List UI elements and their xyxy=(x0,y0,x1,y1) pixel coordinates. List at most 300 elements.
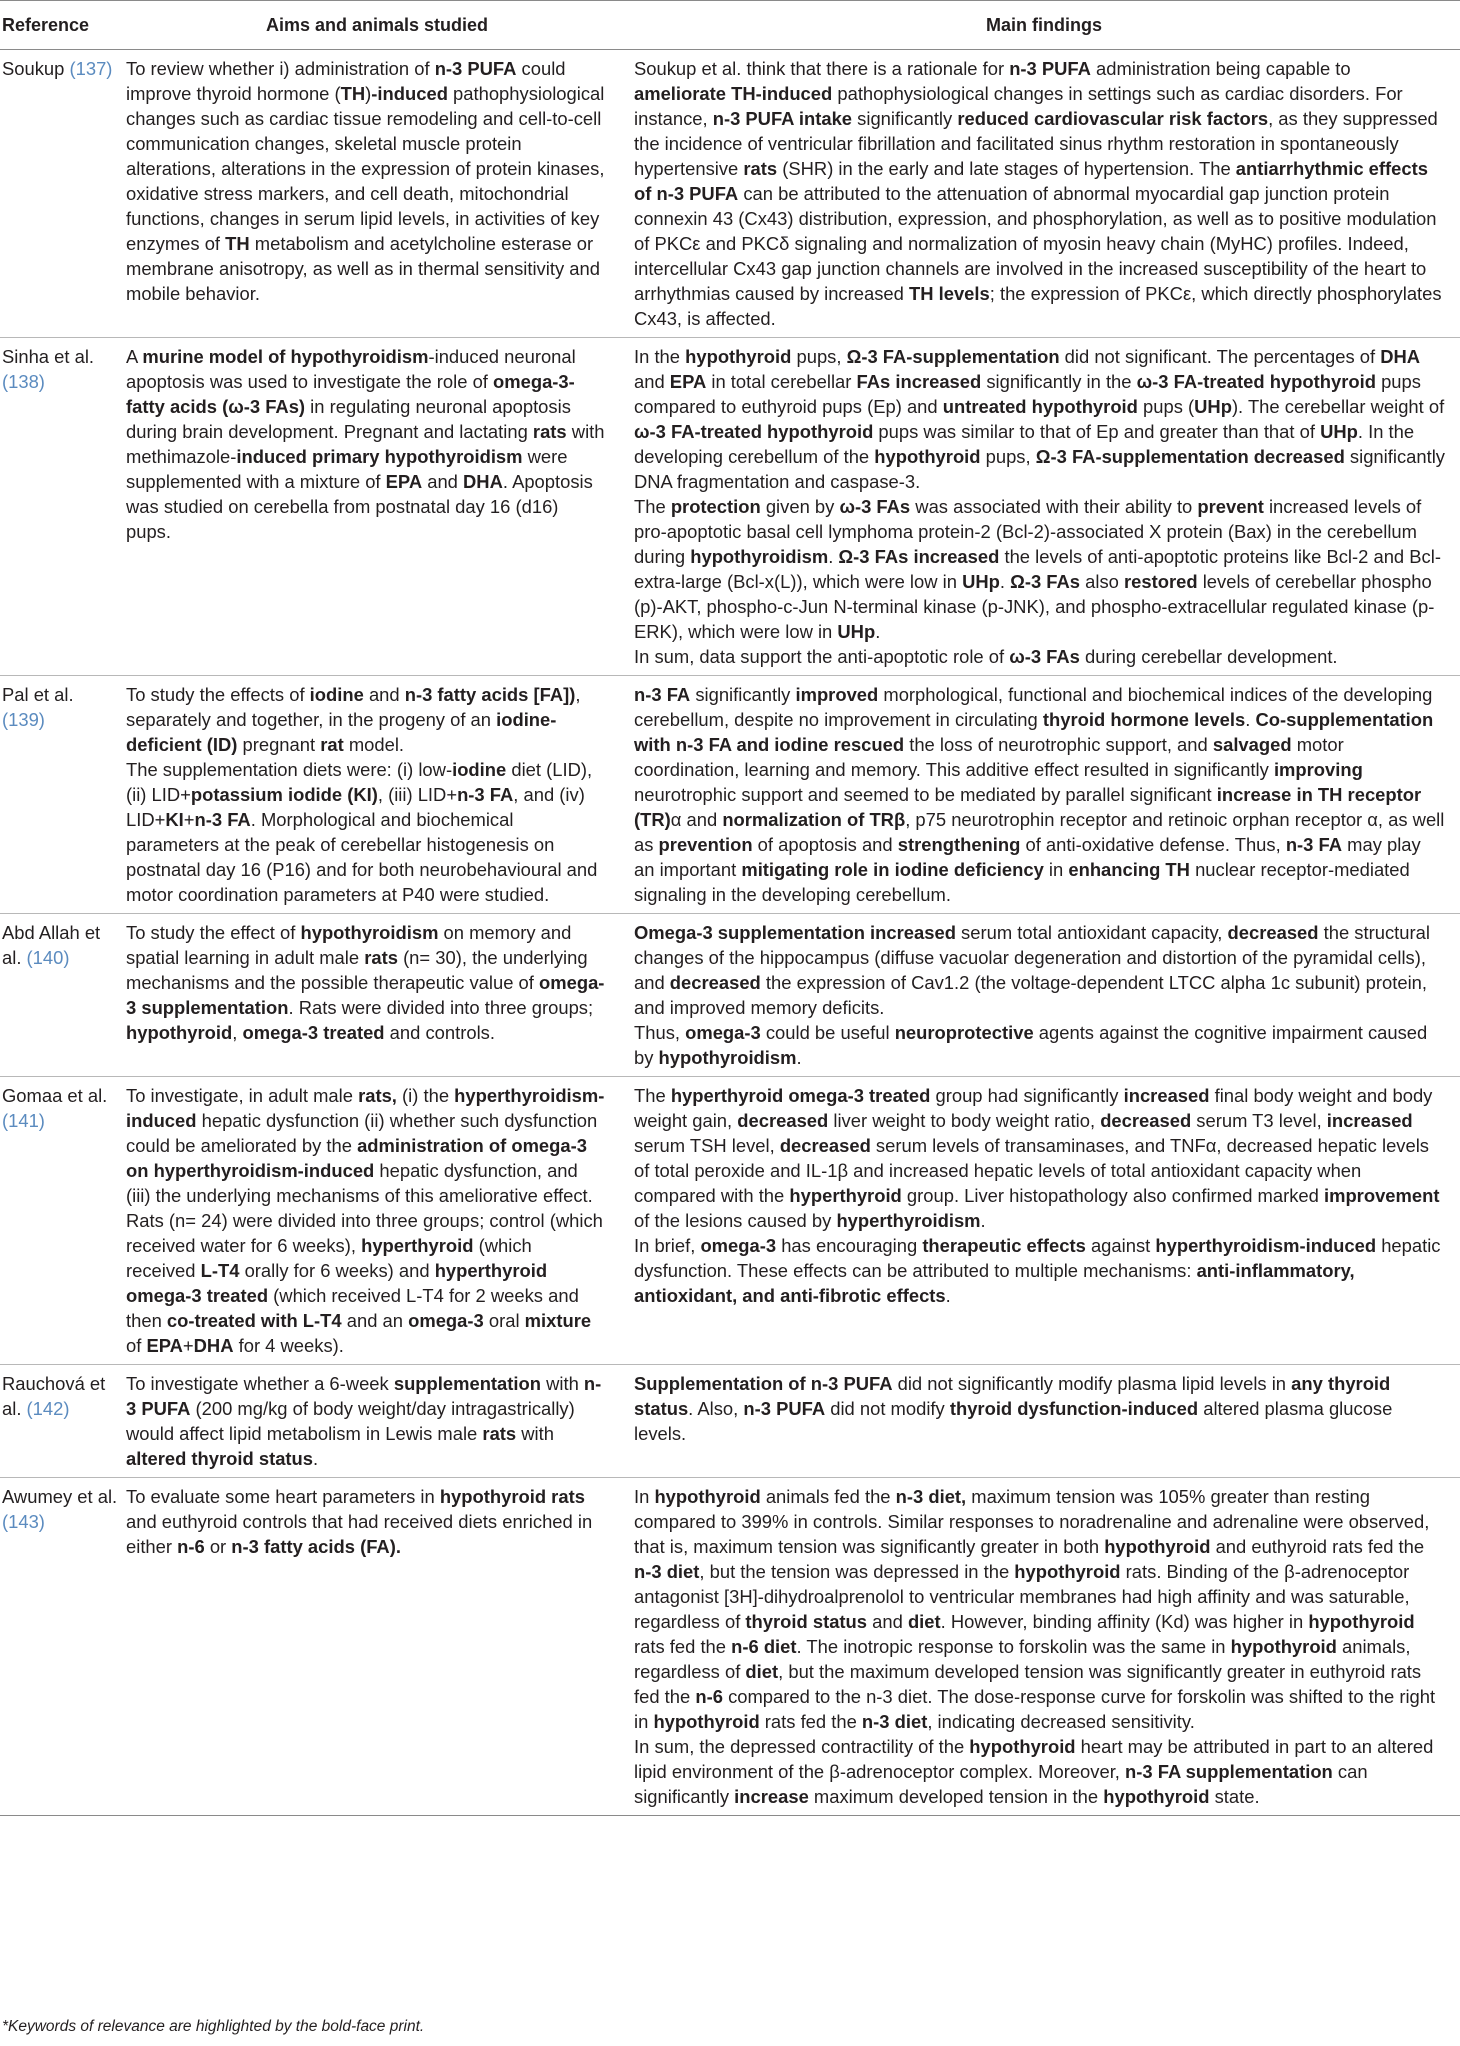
keyword: hyperthyroidism-induced xyxy=(1155,1235,1377,1256)
keyword: hyperthyroidism xyxy=(836,1210,981,1231)
keyword: hypothyroid xyxy=(874,446,981,467)
keyword: hypothyroid rats xyxy=(439,1486,585,1507)
text-run: + xyxy=(183,809,195,830)
reference-author: Awumey et al. xyxy=(2,1486,118,1507)
text-run: in total cerebellar xyxy=(706,371,857,392)
keyword: KI xyxy=(165,809,184,830)
keyword: Ω-3 FAs increased xyxy=(838,546,1000,567)
text-run: compared to the n-3 diet. The dose-response curve for forskolin was shifted to the right in xyxy=(634,1686,1436,1732)
text-run: (which received L-T4 for 2 weeks and then xyxy=(126,1285,579,1331)
text-run: of apoptosis and xyxy=(752,834,898,855)
text-run: . xyxy=(828,546,839,567)
keyword: DHA xyxy=(193,1335,234,1356)
findings-paragraph xyxy=(634,1083,1446,1233)
keyword: L-T4 xyxy=(200,1260,240,1281)
text-run: A xyxy=(126,346,143,367)
keyword: hyperthyroid xyxy=(789,1185,902,1206)
text-run: rats. Binding of the β-adrenoceptor antagonist [3H]-dihydroalprenolol to ventricular membranes had high affinity and was saturable, regardless of xyxy=(634,1561,1410,1632)
keyword: thyroid status xyxy=(745,1611,868,1632)
keyword: omega-3 treated xyxy=(242,1022,385,1043)
text-run: significantly in the xyxy=(981,371,1137,392)
citation-link[interactable]: (138) xyxy=(2,371,45,392)
findings-paragraph xyxy=(634,1484,1446,1734)
keyword: TH xyxy=(225,233,250,254)
keyword: omega-3 xyxy=(408,1310,484,1331)
keyword: n-3 diet xyxy=(861,1711,928,1732)
text-run: maximum developed tension in the xyxy=(808,1786,1104,1807)
keyword: hypothyroid xyxy=(1308,1611,1415,1632)
keyword: prevent xyxy=(1197,496,1264,517)
keyword: ω-3 FA-treated hypothyroid xyxy=(1136,371,1376,392)
keyword: mitigating role in iodine deficiency xyxy=(741,859,1044,880)
text-run: , but the tension was depressed in the xyxy=(699,1561,1015,1582)
text-run: serum total antioxidant capacity, xyxy=(955,922,1228,943)
text-run: and xyxy=(634,371,670,392)
aims-cell xyxy=(126,914,634,1077)
text-run: diet (LID), (ii) LID+ xyxy=(126,759,593,805)
findings-cell xyxy=(634,1478,1460,1816)
keyword: increased xyxy=(1326,1110,1413,1131)
text-run: can significantly xyxy=(634,1761,1368,1807)
keyword: hypothyroid xyxy=(1014,1561,1121,1582)
keyword: decreased xyxy=(669,972,761,993)
findings-paragraph xyxy=(634,920,1446,1020)
keyword: n-3 PUFA xyxy=(1009,58,1091,79)
text-run: and xyxy=(867,1611,908,1632)
text-run: ; the expression of PKCε, which directly phosphorylates Cx43, is affected. xyxy=(634,283,1442,329)
text-run: (200 mg/kg of body weight/day intragastrically) would affect lipid metabolism in Lewis male xyxy=(126,1398,575,1444)
keyword: hypothyroid xyxy=(653,1711,760,1732)
keyword: hyperthyroidism-induced xyxy=(126,1085,605,1131)
keyword: Omega-3 supplementation increased xyxy=(634,922,956,943)
reference-author: Abd Allah et al. xyxy=(2,922,101,968)
text-run: can be attributed to the attenuation of abnormal myocardial gap junction protein connexin 43 (Cx43) distribution, expression, and phosphorylation, as well as to positive modulation of PKCε and PKCδ signaling and normalization of myosin heavy chain (MyHC) profiles. Indeed, intercellular Cx43 gap junction channels are involved in the increased susceptibility of the heart to arrhythmias caused by increased xyxy=(634,183,1437,304)
text-run: pups ( xyxy=(1137,396,1195,417)
table-footnote: *Keywords of relevance are highlighted by the bold-face print. xyxy=(2,2018,425,2035)
text-run: In the xyxy=(634,346,686,367)
keyword: EPA xyxy=(146,1335,183,1356)
text-run: In sum, data support the anti-apoptotic role of xyxy=(634,646,1010,667)
text-run: . xyxy=(980,1210,986,1231)
keyword: TH levels xyxy=(908,283,990,304)
text-run: state. xyxy=(1209,1786,1260,1807)
text-run: hepatic dysfunction, and (iii) the underlying mechanisms of this ameliorative effect. Rats (n= 24) were divided into three groups; control (which received water for 6 weeks), xyxy=(126,1160,603,1256)
keyword: UHp xyxy=(1194,396,1232,417)
text-run: significantly DNA fragmentation and caspase-3. xyxy=(634,446,1445,492)
keyword: hypothyroid xyxy=(1103,1786,1210,1807)
keyword: decreased xyxy=(1100,1110,1192,1131)
text-run: with xyxy=(540,1373,584,1394)
text-run: on memory and spatial learning in adult male xyxy=(126,922,572,968)
keyword: prevention xyxy=(658,834,753,855)
keyword: improving xyxy=(1273,759,1363,780)
keyword: n-3 FA xyxy=(1285,834,1343,855)
keyword: salvaged xyxy=(1212,734,1292,755)
keyword: n-3 fatty acids (FA). xyxy=(231,1536,401,1557)
keyword: ameliorate TH-induced xyxy=(634,83,833,104)
text-run: the expression of Cav1.2 (the voltage-dependent LTCC alpha 1c subunit) protein, and improved memory deficits. xyxy=(634,972,1428,1018)
keyword: ω-3 FAs xyxy=(839,496,911,517)
text-run: the structural changes of the hippocampus (diffuse vacuolar degeneration and distortion of the pyramidal cells), and xyxy=(634,922,1430,993)
keyword: rat xyxy=(320,734,344,755)
findings-cell xyxy=(634,676,1460,914)
text-run: and controls. xyxy=(384,1022,495,1043)
keyword: protection xyxy=(670,496,761,517)
keyword: restored xyxy=(1124,571,1198,592)
text-run: or xyxy=(204,1536,232,1557)
keyword: n-3 PUFA xyxy=(126,1373,602,1419)
citation-link[interactable]: (141) xyxy=(2,1110,45,1131)
header-reference: Reference xyxy=(0,1,126,50)
header-aims: Aims and animals studied xyxy=(126,1,634,50)
keyword: hypothyroid xyxy=(1104,1536,1211,1557)
text-run: significantly xyxy=(690,684,796,705)
aims-paragraph xyxy=(126,1083,606,1358)
text-run: increased levels of pro-apoptotic basal cell lymphoma protein-2 (Bcl-2)-associated X protein (Bax) in the cerebellum during xyxy=(634,496,1422,567)
keyword: therapeutic effects xyxy=(922,1235,1086,1256)
findings-cell xyxy=(634,50,1460,338)
text-run: group had significantly xyxy=(930,1085,1124,1106)
keyword: DHA xyxy=(463,471,503,492)
text-run: and euthyroid controls that had received diets enriched in either xyxy=(126,1511,593,1557)
keyword: hypothyroid xyxy=(654,1486,761,1507)
text-run: serum T3 level, xyxy=(1191,1110,1327,1131)
text-run: with xyxy=(516,1423,554,1444)
text-run: (which received xyxy=(126,1235,532,1281)
text-run: To study the effects of xyxy=(126,684,310,705)
text-run: The supplementation diets were: (i) low- xyxy=(126,759,453,780)
keyword: antiarrhythmic effects of n-3 PUFA xyxy=(634,158,1428,204)
keyword: Ω-3 FA-supplementation xyxy=(846,346,1060,367)
keyword: n-6 diet xyxy=(731,1636,797,1657)
text-run: , as they suppressed the incidence of ventricular fibrillation and facilitated sinus rhythm restoration in spontaneously hypertensive xyxy=(634,108,1438,179)
keyword: administration of omega-3 on hyperthyroidism-induced xyxy=(126,1135,587,1181)
keyword: Ω-3 FAs xyxy=(1010,571,1081,592)
text-run: and an xyxy=(341,1310,409,1331)
keyword: hyperthyroid xyxy=(361,1235,474,1256)
text-run: . Apoptosis was studied on cerebella from postnatal day 16 (d16) pups. xyxy=(126,471,593,542)
keyword: TH xyxy=(340,83,366,104)
keyword: n-3 FA xyxy=(634,684,691,705)
text-run: in xyxy=(1043,859,1069,880)
findings-cell xyxy=(634,338,1460,676)
text-run: . xyxy=(313,1448,319,1469)
keyword: rats xyxy=(364,947,398,968)
reference-cell xyxy=(0,1365,126,1478)
keyword: iodine xyxy=(309,684,364,705)
reference-author: Pal et al. xyxy=(2,684,74,705)
keyword: increase xyxy=(734,1786,809,1807)
keyword: ω-3 FA-treated hypothyroid xyxy=(634,421,874,442)
aims-cell xyxy=(126,50,634,338)
table-row xyxy=(0,338,1460,676)
text-run: , and (iv) LID+ xyxy=(126,784,585,830)
keyword: co-treated with L-T4 xyxy=(166,1310,342,1331)
keyword: FAs increased xyxy=(856,371,982,392)
keyword: increased xyxy=(1123,1085,1210,1106)
citation-link[interactable]: (140) xyxy=(26,947,70,968)
text-run: altered plasma glucose levels. xyxy=(634,1398,1393,1444)
keyword: -induced xyxy=(371,83,448,104)
keyword: reduced cardiovascular risk factors xyxy=(957,108,1269,129)
keyword: hypothyroidism xyxy=(690,546,829,567)
text-run: animals fed the xyxy=(760,1486,896,1507)
text-run: in regulating neuronal apoptosis during brain development. Pregnant and lactating xyxy=(126,396,571,442)
aims-cell xyxy=(126,338,634,676)
text-run: . xyxy=(875,621,881,642)
text-run: Soukup et al. think that there is a rationale for xyxy=(634,58,1010,79)
text-run: ) xyxy=(365,83,372,104)
keyword: enhancing TH xyxy=(1068,859,1190,880)
text-run: (n= 30), the underlying mechanisms and the possible therapeutic value of xyxy=(126,947,588,993)
keyword: Co-supplementation with n-3 FA and iodine rescued xyxy=(634,709,1434,755)
text-run: . However, binding affinity (Kd) was higher in xyxy=(940,1611,1309,1632)
keyword: n-3 fatty acids [FA]) xyxy=(404,684,576,705)
keyword: hypothyroid xyxy=(1230,1636,1337,1657)
text-run: and xyxy=(363,684,405,705)
text-run: To study the effect of xyxy=(126,922,301,943)
keyword: rats xyxy=(532,421,567,442)
text-run: -induced neuronal apoptosis was used to investigate the role of xyxy=(126,346,576,392)
keyword: n-3 FA xyxy=(457,784,514,805)
keyword: normalization of TRβ xyxy=(722,809,906,830)
reference-author: Soukup xyxy=(2,58,70,79)
aims-cell xyxy=(126,1077,634,1365)
keyword: EPA xyxy=(385,471,423,492)
keyword: n-3 PUFA xyxy=(434,58,517,79)
text-run: did not modify xyxy=(825,1398,950,1419)
keyword: iodine xyxy=(452,759,507,780)
text-run: could improve thyroid hormone ( xyxy=(126,58,566,104)
reference-author: Rauchová et al. xyxy=(2,1373,106,1419)
citation-link[interactable]: (139) xyxy=(2,709,45,730)
aims-paragraph xyxy=(126,757,606,907)
aims-paragraph xyxy=(126,1371,606,1471)
text-run: , indicating decreased sensitivity. xyxy=(927,1711,1195,1732)
text-run: , separately and together, in the progeny of an xyxy=(126,684,581,730)
text-run: neurotrophic support and seemed to be mediated by parallel significant xyxy=(634,784,1217,805)
text-run: was associated with their ability to xyxy=(910,496,1198,517)
text-run: α and xyxy=(670,809,723,830)
text-run: pathophysiological changes such as cardiac tissue remodeling and cell-to-cell communication changes, skeletal muscle protein alterations, alterations in the expression of protein kinases, oxidative stress markers, and cell death, mitochondrial functions, changes in serum lipid levels, in activities of key enzymes of xyxy=(126,83,605,254)
keyword: DHA xyxy=(1380,346,1421,367)
findings-paragraph xyxy=(634,1371,1446,1446)
text-run: maximum tension was 105% greater than resting compared to 399% in controls. Similar responses to noradrenaline and adrenaline were observed, that is, maximum tension was significantly greater in both xyxy=(634,1486,1430,1557)
keyword: thyroid hormone levels xyxy=(1042,709,1246,730)
keyword: decreased xyxy=(1227,922,1319,943)
text-run: . The inotropic response to forskolin was the same in xyxy=(796,1636,1231,1657)
text-run: morphological, functional and biochemical indices of the developing cerebellum, despite no improvement in circulating xyxy=(634,684,1433,730)
aims-paragraph xyxy=(126,56,606,306)
text-run: agents against the cognitive impairment caused by xyxy=(634,1022,1428,1068)
text-run: did not significant. The percentages of xyxy=(1059,346,1381,367)
text-run: , but the maximum developed tension was significantly greater in euthyroid rats fed the xyxy=(634,1661,1422,1707)
text-run: , (iii) LID+ xyxy=(377,784,458,805)
keyword: hypothyroid xyxy=(969,1736,1076,1757)
text-run: rats fed the xyxy=(759,1711,862,1732)
text-run: To review whether i) administration of xyxy=(126,58,435,79)
keyword: Ω-3 FA-supplementation decreased xyxy=(1035,446,1345,467)
keyword: anti-inflammatory, antioxidant, and anti-fibrotic effects xyxy=(634,1260,1355,1306)
text-run: may play an important xyxy=(634,834,1421,880)
text-run: , p75 neurotrophin receptor and retinoic orphan receptor α, as well as xyxy=(634,809,1445,855)
keyword: ω-3 FAs xyxy=(1009,646,1080,667)
table-header-row xyxy=(0,1,1460,50)
text-run: . xyxy=(796,1047,802,1068)
text-run: model. xyxy=(343,734,405,755)
keyword: hyperthyroid omega-3 treated xyxy=(126,1260,548,1306)
reference-author: Sinha et al. xyxy=(2,346,95,367)
citation-link[interactable]: (143) xyxy=(2,1511,45,1532)
findings-paragraph xyxy=(634,1233,1446,1308)
keyword: untreated hypothyroid xyxy=(942,396,1138,417)
findings-cell xyxy=(634,914,1460,1077)
keyword: omega-3-fatty acids (ω-3 FAs) xyxy=(126,371,575,417)
text-run: . Also, xyxy=(688,1398,744,1419)
text-run: pups was similar to that of Ep and greater than that of xyxy=(873,421,1321,442)
keyword: Supplementation of n-3 PUFA xyxy=(634,1373,893,1394)
reference-cell xyxy=(0,676,126,914)
text-run: pregnant xyxy=(237,734,321,755)
reference-cell xyxy=(0,50,126,338)
text-run: In xyxy=(634,1486,655,1507)
text-run: metabolism and acetylcholine esterase or membrane anisotropy, as well as in thermal sensitivity and mobile behavior. xyxy=(126,233,600,304)
findings-paragraph xyxy=(634,344,1446,494)
text-run: for 4 weeks). xyxy=(233,1335,344,1356)
findings-cell xyxy=(634,1077,1460,1365)
text-run: did not significantly modify plasma lipid levels in xyxy=(892,1373,1292,1394)
reference-cell xyxy=(0,1478,126,1816)
keyword: iodine-deficient (ID) xyxy=(126,709,557,755)
keyword: omega-3 supplementation xyxy=(126,972,605,1018)
keyword: supplementation xyxy=(393,1373,541,1394)
text-run: To investigate whether a 6-week xyxy=(126,1373,394,1394)
keyword: omega-3 xyxy=(700,1235,777,1256)
text-run: The xyxy=(634,1085,671,1106)
reference-author: Gomaa et al. xyxy=(2,1085,108,1106)
keyword: n-3 FA supplementation xyxy=(1125,1761,1333,1782)
text-run: (SHR) in the early and late stages of hypertension. The xyxy=(777,158,1236,179)
reference-cell xyxy=(0,914,126,1077)
keyword: n-3 FA xyxy=(194,809,251,830)
text-run: orally for 6 weeks) and xyxy=(239,1260,435,1281)
text-run: final body weight and body weight gain, xyxy=(634,1085,1433,1131)
text-run: also xyxy=(1080,571,1124,592)
text-run: . xyxy=(945,1285,951,1306)
keyword: rats, xyxy=(358,1085,397,1106)
table-row xyxy=(0,1077,1460,1365)
aims-cell xyxy=(126,676,634,914)
text-run: nuclear receptor-mediated signaling in the developing cerebellum. xyxy=(634,859,1410,905)
text-run: pups compared to euthyroid pups (Ep) and xyxy=(634,371,1421,417)
keyword: increase in TH receptor (TR) xyxy=(634,784,1422,830)
keyword: n-3 diet, xyxy=(895,1486,967,1507)
aims-paragraph xyxy=(126,1484,606,1559)
findings-paragraph xyxy=(634,1734,1446,1809)
reference-cell xyxy=(0,1077,126,1365)
text-run: . Morphological and biochemical parameters at the peak of cerebellar histogenesis on postnatal day 16 (P16) and for both neurobehavioural and motor coordination parameters at P40 were studied. xyxy=(126,809,598,905)
keyword: n-3 PUFA intake xyxy=(712,108,853,129)
keyword: rats xyxy=(482,1423,517,1444)
text-run: of the lesions caused by xyxy=(634,1210,837,1231)
keyword: potassium iodide (KI) xyxy=(190,784,378,805)
keyword: n-6 xyxy=(177,1536,205,1557)
text-run: The xyxy=(634,496,671,517)
text-run: heart may be attributed in part to an altered lipid environment of the β-adrenoceptor complex. Moreover, xyxy=(634,1736,1434,1782)
keyword: n-6 xyxy=(695,1686,723,1707)
citation-link[interactable]: (137) xyxy=(69,58,113,79)
text-run: animals, regardless of xyxy=(634,1636,1411,1682)
text-run: serum levels of transaminases, and TNFα, decreased hepatic levels of total peroxide and IL-1β and increased hepatic levels of total antioxidant capacity when compared with the xyxy=(634,1135,1429,1206)
keyword: any thyroid status xyxy=(634,1373,1391,1419)
text-run: ). The cerebellar weight of xyxy=(1231,396,1445,417)
text-run: pups, xyxy=(980,446,1036,467)
keyword: EPA xyxy=(669,371,707,392)
table-row xyxy=(0,50,1460,338)
text-run: . In the developing cerebellum of the xyxy=(634,421,1415,467)
citation-link[interactable]: (142) xyxy=(26,1398,70,1419)
text-run: . Rats were divided into three groups; xyxy=(288,997,594,1018)
text-run: + xyxy=(182,1335,194,1356)
keyword: hypothyroidism xyxy=(300,922,439,943)
text-run: Thus, xyxy=(634,1022,686,1043)
reference-cell xyxy=(0,338,126,676)
keyword: rats xyxy=(743,158,778,179)
table-row xyxy=(0,1365,1460,1478)
text-run: with methimazole- xyxy=(126,421,605,467)
keyword: altered thyroid status xyxy=(126,1448,314,1469)
text-run: . xyxy=(1245,709,1256,730)
keyword: diet xyxy=(907,1611,941,1632)
text-run: motor coordination, learning and memory. This additive effect resulted in significantly xyxy=(634,734,1344,780)
text-run: To evaluate some heart parameters in xyxy=(126,1486,440,1507)
keyword: strengthening xyxy=(897,834,1021,855)
keyword: neuroprotective xyxy=(894,1022,1034,1043)
aims-paragraph xyxy=(126,682,606,757)
keyword: hypothyroid xyxy=(126,1022,233,1043)
text-run: administration being capable to xyxy=(1090,58,1351,79)
text-run: pathophysiological changes in settings such as cardiac disorders. For instance, xyxy=(634,83,1403,129)
text-run: were supplemented with a mixture of xyxy=(126,446,568,492)
aims-cell xyxy=(126,1365,634,1478)
keyword: thyroid dysfunction-induced xyxy=(949,1398,1199,1419)
text-run: of anti-oxidative defense. Thus, xyxy=(1020,834,1286,855)
text-run: hepatic dysfunction. These effects can be attributed to multiple mechanisms: xyxy=(634,1235,1441,1281)
text-run: during cerebellar development. xyxy=(1079,646,1338,667)
text-run: given by xyxy=(760,496,840,517)
text-run: and xyxy=(422,471,464,492)
keyword: induced primary hypothyroidism xyxy=(236,446,523,467)
text-run: serum TSH level, xyxy=(634,1135,780,1156)
text-run: hepatic dysfunction (ii) whether such dysfunction could be ameliorated by the xyxy=(126,1110,598,1156)
keyword: UHp xyxy=(837,621,876,642)
keyword: improvement xyxy=(1323,1185,1440,1206)
table-row xyxy=(0,676,1460,914)
findings-paragraph xyxy=(634,56,1446,331)
keyword: omega-3 xyxy=(685,1022,761,1043)
text-run: could be useful xyxy=(760,1022,895,1043)
text-run: the loss of neurotrophic support, and xyxy=(904,734,1213,755)
text-run: . xyxy=(999,571,1011,592)
text-run: group. Liver histopathology also confirmed marked xyxy=(901,1185,1324,1206)
text-run: the levels of anti-apoptotic proteins like Bcl-2 and Bcl-extra-large (Bcl-x(L)), which were low in xyxy=(634,546,1441,592)
table-row xyxy=(0,914,1460,1077)
text-run: oral xyxy=(483,1310,525,1331)
text-run: of xyxy=(126,1335,147,1356)
header-findings: Main findings xyxy=(634,1,1460,50)
text-run: (i) the xyxy=(396,1085,455,1106)
text-run: liver weight to body weight ratio, xyxy=(828,1110,1101,1131)
